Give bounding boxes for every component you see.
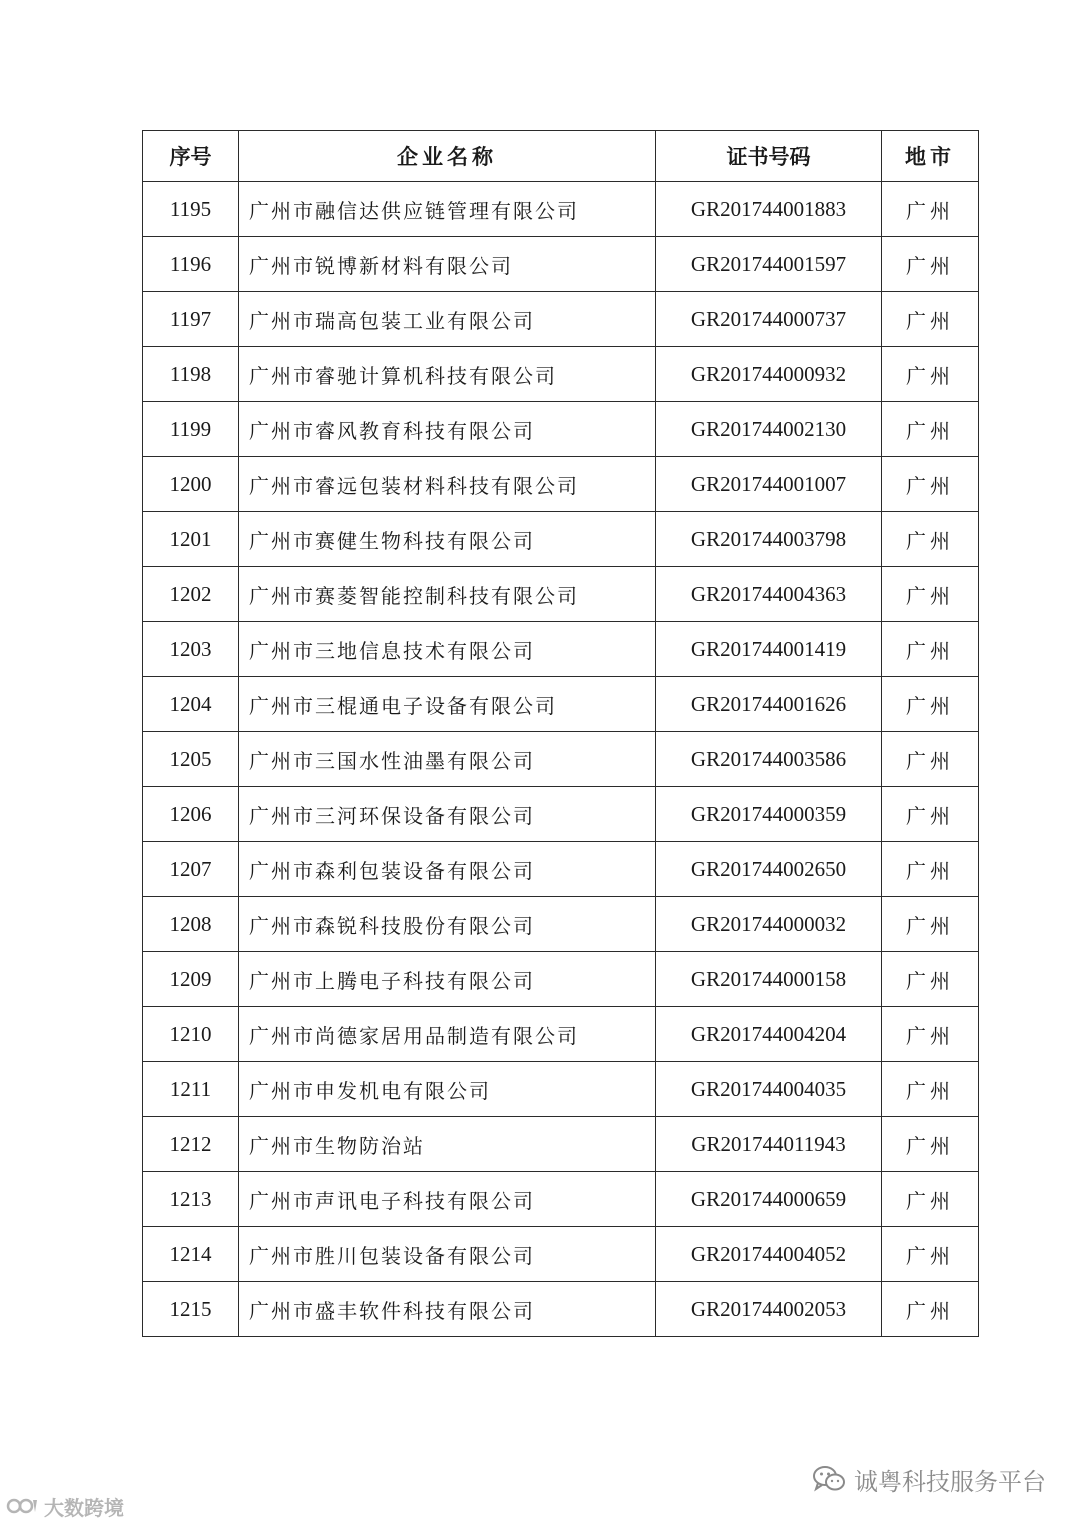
cell-seq: 1210	[143, 1007, 239, 1062]
cell-seq: 1212	[143, 1117, 239, 1172]
cell-seq: 1196	[143, 237, 239, 292]
cell-company-name: 广州市生物防治站	[239, 1117, 656, 1172]
cell-seq: 1205	[143, 732, 239, 787]
table-row	[143, 677, 979, 732]
header-seq: 序号	[143, 131, 239, 182]
watermark-left-text: 大数跨境	[44, 1495, 124, 1520]
table-row	[143, 842, 979, 897]
cell-cert-number: GR201744000932	[656, 347, 882, 402]
cell-seq: 1204	[143, 677, 239, 732]
cell-city: 广州	[882, 952, 979, 1007]
cell-company-name: 广州市胜川包装设备有限公司	[239, 1227, 656, 1282]
cell-cert-number: GR201744000158	[656, 952, 882, 1007]
table-row	[143, 1172, 979, 1227]
cell-city: 广州	[882, 1172, 979, 1227]
cell-seq: 1197	[143, 292, 239, 347]
cell-company-name: 广州市森利包装设备有限公司	[239, 842, 656, 897]
cell-city: 广州	[882, 512, 979, 567]
cell-seq: 1215	[143, 1282, 239, 1337]
cell-city: 广州	[882, 347, 979, 402]
cell-seq: 1213	[143, 1172, 239, 1227]
table-row	[143, 1227, 979, 1282]
table-row	[143, 347, 979, 402]
cell-seq: 1209	[143, 952, 239, 1007]
header-cert-number: 证书号码	[656, 131, 882, 182]
cell-city: 广州	[882, 237, 979, 292]
cell-company-name: 广州市融信达供应链管理有限公司	[239, 182, 656, 237]
cell-company-name: 广州市三国水性油墨有限公司	[239, 732, 656, 787]
cell-cert-number: GR201744004204	[656, 1007, 882, 1062]
cell-seq: 1202	[143, 567, 239, 622]
watermark-left	[6, 1493, 124, 1519]
cell-cert-number: GR201744000359	[656, 787, 882, 842]
table-row	[143, 952, 979, 1007]
table-row	[143, 292, 979, 347]
cell-seq: 1208	[143, 897, 239, 952]
table-row	[143, 897, 979, 952]
cell-cert-number: GR201744004363	[656, 567, 882, 622]
watermark-right	[812, 1462, 1046, 1496]
table-row	[143, 512, 979, 567]
cell-city: 广州	[882, 1117, 979, 1172]
table-row	[143, 182, 979, 237]
wechat-icon	[812, 1464, 846, 1494]
table-row	[143, 1062, 979, 1117]
cell-cert-number: GR201744000032	[656, 897, 882, 952]
table-row	[143, 1007, 979, 1062]
cell-cert-number: GR201744000737	[656, 292, 882, 347]
cell-cert-number: GR201744004035	[656, 1062, 882, 1117]
watermark-right-text: 诚粤科技服务平台	[854, 1467, 1046, 1496]
table-row	[143, 1282, 979, 1337]
table-row	[143, 567, 979, 622]
cell-seq: 1201	[143, 512, 239, 567]
cell-company-name: 广州市盛丰软件科技有限公司	[239, 1282, 656, 1337]
cell-cert-number: GR201744004052	[656, 1227, 882, 1282]
cell-cert-number: GR201744001419	[656, 622, 882, 677]
cell-cert-number: GR201744003798	[656, 512, 882, 567]
cell-company-name: 广州市尚德家居用品制造有限公司	[239, 1007, 656, 1062]
logo-mark-icon	[6, 1496, 40, 1516]
cell-cert-number: GR201744001007	[656, 457, 882, 512]
cell-cert-number: GR201744002053	[656, 1282, 882, 1337]
cell-city: 广州	[882, 567, 979, 622]
cell-company-name: 广州市睿远包装材料科技有限公司	[239, 457, 656, 512]
cell-company-name: 广州市睿风教育科技有限公司	[239, 402, 656, 457]
cell-city: 广州	[882, 1007, 979, 1062]
cell-cert-number: GR201744011943	[656, 1117, 882, 1172]
table-row	[143, 237, 979, 292]
cell-company-name: 广州市上腾电子科技有限公司	[239, 952, 656, 1007]
cell-city: 广州	[882, 182, 979, 237]
table-row	[143, 622, 979, 677]
cell-city: 广州	[882, 1227, 979, 1282]
table-row	[143, 787, 979, 842]
cell-city: 广州	[882, 897, 979, 952]
certificate-table	[142, 130, 979, 1337]
cell-company-name: 广州市三地信息技术有限公司	[239, 622, 656, 677]
cell-city: 广州	[882, 1282, 979, 1337]
cell-seq: 1206	[143, 787, 239, 842]
cell-city: 广州	[882, 842, 979, 897]
cell-city: 广州	[882, 292, 979, 347]
cell-seq: 1198	[143, 347, 239, 402]
header-company-name: 企业名称	[239, 131, 656, 182]
cell-seq: 1207	[143, 842, 239, 897]
cell-city: 广州	[882, 732, 979, 787]
cell-company-name: 广州市申发机电有限公司	[239, 1062, 656, 1117]
cell-company-name: 广州市锐博新材料有限公司	[239, 237, 656, 292]
table-row	[143, 1117, 979, 1172]
header-row	[143, 131, 979, 182]
table-row	[143, 402, 979, 457]
cell-company-name: 广州市睿驰计算机科技有限公司	[239, 347, 656, 402]
table-body	[143, 182, 979, 1337]
cell-seq: 1211	[143, 1062, 239, 1117]
cell-company-name: 广州市赛健生物科技有限公司	[239, 512, 656, 567]
cell-cert-number: GR201744000659	[656, 1172, 882, 1227]
cell-city: 广州	[882, 457, 979, 512]
cell-cert-number: GR201744002130	[656, 402, 882, 457]
cell-city: 广州	[882, 402, 979, 457]
cell-seq: 1214	[143, 1227, 239, 1282]
cell-company-name: 广州市三河环保设备有限公司	[239, 787, 656, 842]
cell-seq: 1203	[143, 622, 239, 677]
cell-company-name: 广州市瑞高包装工业有限公司	[239, 292, 656, 347]
cell-company-name: 广州市森锐科技股份有限公司	[239, 897, 656, 952]
cell-seq: 1200	[143, 457, 239, 512]
cell-seq: 1195	[143, 182, 239, 237]
cell-cert-number: GR201744003586	[656, 732, 882, 787]
table-row	[143, 732, 979, 787]
header-city: 地市	[882, 131, 979, 182]
cell-city: 广州	[882, 1062, 979, 1117]
cell-company-name: 广州市赛菱智能控制科技有限公司	[239, 567, 656, 622]
table-header	[143, 131, 979, 182]
cell-city: 广州	[882, 622, 979, 677]
cell-cert-number: GR201744001883	[656, 182, 882, 237]
cell-cert-number: GR201744002650	[656, 842, 882, 897]
table-row	[143, 457, 979, 512]
cell-city: 广州	[882, 677, 979, 732]
cell-city: 广州	[882, 787, 979, 842]
cell-seq: 1199	[143, 402, 239, 457]
cell-company-name: 广州市声讯电子科技有限公司	[239, 1172, 656, 1227]
cell-cert-number: GR201744001597	[656, 237, 882, 292]
cell-company-name: 广州市三棍通电子设备有限公司	[239, 677, 656, 732]
cell-cert-number: GR201744001626	[656, 677, 882, 732]
